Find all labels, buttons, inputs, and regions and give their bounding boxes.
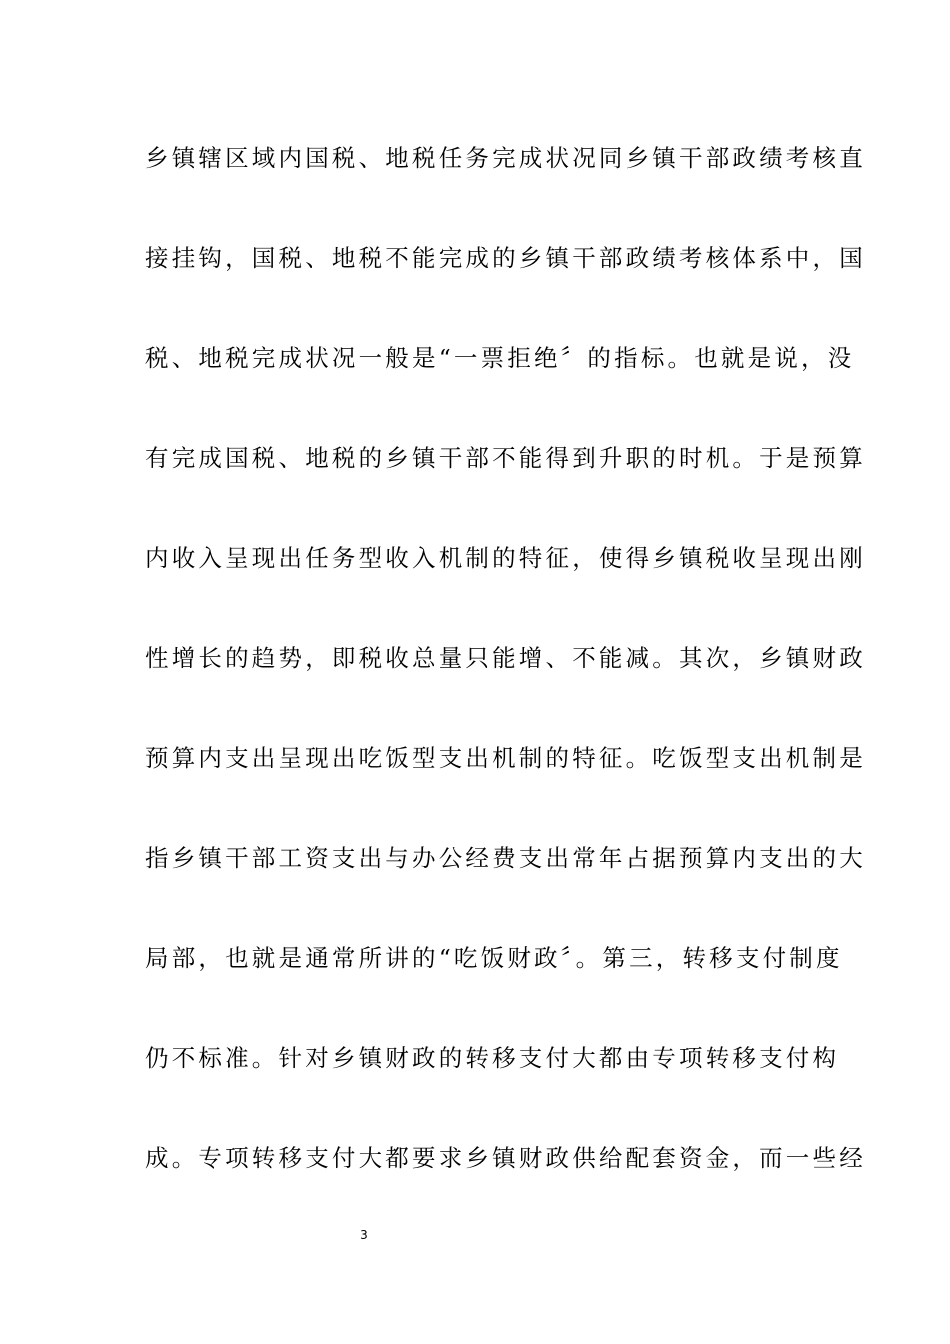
text-line: 接挂钩，国税、地税不能完成的乡镇干部政绩考核体系中，国 [145, 244, 866, 272]
text-line: 性增长的趋势，即税收总量只能增、不能减。其次，乡镇财政 [145, 644, 866, 672]
page-number: 3 [360, 1228, 368, 1242]
text-line: 乡镇辖区域内国税、地税任务完成状况同乡镇干部政绩考核直 [145, 144, 866, 172]
text-line: 成。专项转移支付大都要求乡镇财政供给配套资金，而一些经 [145, 1144, 866, 1172]
body-text [145, 128, 866, 1228]
text-line: 仍不标准。针对乡镇财政的转移支付大都由专项转移支付构 [145, 1044, 840, 1072]
text-line: 内收入呈现出任务型收入机制的特征，使得乡镇税收呈现出刚 [145, 544, 866, 572]
text-line: 税、地税完成状况一般是“一票拒绝〞的指标。也就是说，没 [145, 344, 855, 372]
text-line: 指乡镇干部工资支出与办公经费支出常年占据预算内支出的大 [145, 844, 866, 872]
text-line: 有完成国税、地税的乡镇干部不能得到升职的时机。于是预算 [145, 444, 866, 472]
text-line: 预算内支出呈现出吃饭型支出机制的特征。吃饭型支出机制是 [145, 744, 866, 772]
text-line: 局部，也就是通常所讲的“吃饭财政〞。第三，转移支付制度 [145, 944, 843, 972]
